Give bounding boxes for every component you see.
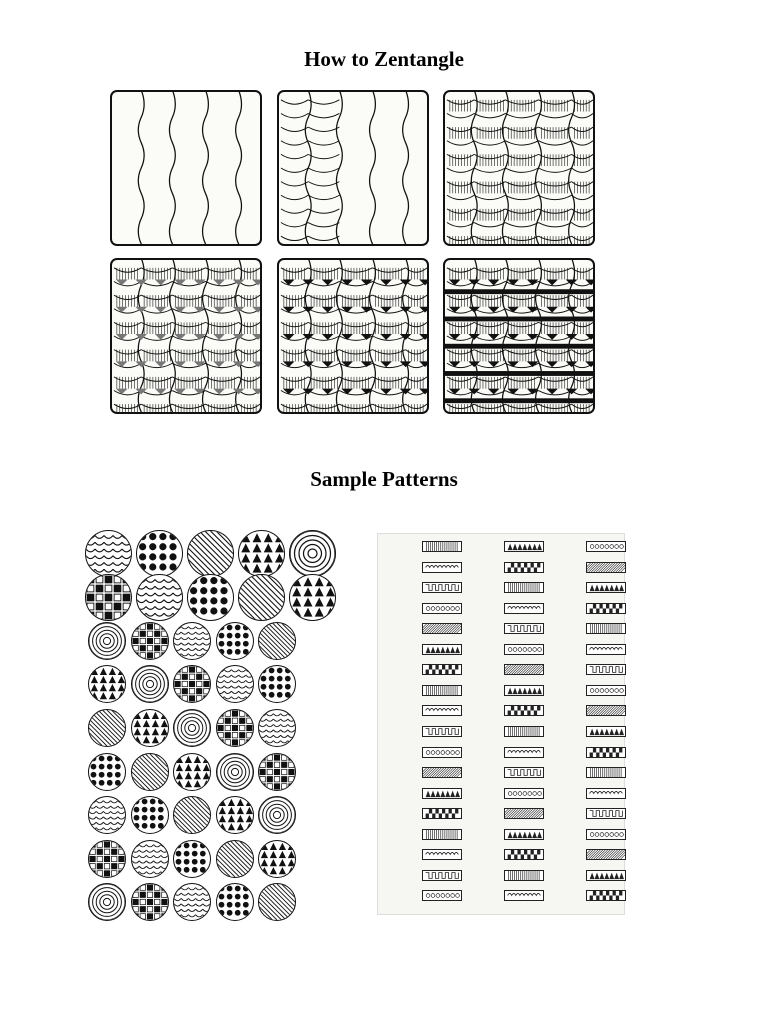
pattern-circle	[173, 883, 211, 921]
border-pattern-sample	[382, 848, 464, 869]
border-band	[422, 808, 462, 819]
pattern-circle	[88, 622, 126, 660]
border-band	[586, 685, 626, 696]
border-band	[422, 705, 462, 716]
pattern-circle	[88, 796, 126, 834]
border-pattern-sample	[546, 746, 628, 767]
pattern-circle	[131, 840, 169, 878]
border-band	[504, 603, 544, 614]
pattern-circle	[238, 530, 285, 577]
border-band	[586, 890, 626, 901]
border-band	[422, 582, 462, 593]
pattern-circle	[216, 796, 254, 834]
pattern-circle	[258, 753, 296, 791]
tutorial-step-6	[443, 258, 595, 414]
pattern-circle	[187, 574, 234, 621]
border-pattern-sample	[546, 684, 628, 705]
pattern-circle	[258, 709, 296, 747]
pattern-circle	[131, 709, 169, 747]
border-pattern-sample	[382, 725, 464, 746]
border-pattern-sample	[382, 684, 464, 705]
pattern-circle	[88, 840, 126, 878]
border-pattern-sample	[546, 704, 628, 725]
tutorial-step-3	[443, 90, 595, 246]
border-band	[504, 767, 544, 778]
pattern-circle	[136, 574, 183, 621]
pattern-circle	[258, 796, 296, 834]
border-pattern-sample	[464, 766, 546, 787]
border-band	[504, 849, 544, 860]
pattern-circle	[131, 665, 169, 703]
border-band	[586, 808, 626, 819]
border-band	[586, 788, 626, 799]
border-pattern-sample	[464, 828, 546, 849]
border-band	[504, 644, 544, 655]
page-title: How to Zentangle	[304, 47, 464, 71]
border-pattern-sample	[382, 602, 464, 623]
border-pattern-sample	[382, 889, 464, 910]
border-pattern-sample	[382, 828, 464, 849]
border-pattern-sample	[382, 581, 464, 602]
tutorial-step-5	[277, 258, 429, 414]
border-band	[586, 767, 626, 778]
border-band	[504, 685, 544, 696]
border-band	[586, 747, 626, 758]
border-pattern-sample	[464, 581, 546, 602]
border-pattern-sample	[546, 787, 628, 808]
border-pattern-sample	[546, 889, 628, 910]
section-title: Sample Patterns	[310, 467, 458, 491]
border-band	[504, 808, 544, 819]
border-band	[422, 829, 462, 840]
border-band	[504, 664, 544, 675]
border-pattern-sample	[464, 869, 546, 890]
pattern-circle	[85, 574, 132, 621]
border-pattern-sample	[546, 643, 628, 664]
border-pattern-sample	[382, 869, 464, 890]
pattern-circle	[131, 622, 169, 660]
border-pattern-sample	[382, 561, 464, 582]
pattern-circle	[187, 530, 234, 577]
border-band	[586, 829, 626, 840]
border-pattern-sample	[546, 540, 628, 561]
border-band	[422, 664, 462, 675]
border-pattern-sample	[382, 704, 464, 725]
pattern-circle	[173, 665, 211, 703]
border-band	[504, 829, 544, 840]
pattern-circle	[173, 709, 211, 747]
border-pattern-sample	[546, 602, 628, 623]
pattern-circle	[238, 574, 285, 621]
tutorial-step-2	[277, 90, 429, 246]
border-band	[586, 870, 626, 881]
border-pattern-sample	[464, 746, 546, 767]
border-pattern-sample	[464, 540, 546, 561]
border-pattern-sample	[464, 561, 546, 582]
pattern-circle	[216, 709, 254, 747]
pattern-circle	[216, 622, 254, 660]
border-pattern-sample	[464, 622, 546, 643]
border-band	[586, 644, 626, 655]
pattern-circle	[173, 622, 211, 660]
pattern-circle	[88, 709, 126, 747]
border-pattern-sample	[464, 807, 546, 828]
border-band	[422, 603, 462, 614]
border-band	[504, 870, 544, 881]
border-pattern-sample	[464, 787, 546, 808]
tutorial-step-1	[110, 90, 262, 246]
border-band	[422, 623, 462, 634]
border-band	[422, 870, 462, 881]
pattern-circle	[289, 530, 336, 577]
pattern-circle	[173, 753, 211, 791]
border-band	[504, 747, 544, 758]
pattern-circle	[173, 796, 211, 834]
border-pattern-sample	[546, 561, 628, 582]
border-pattern-sample	[546, 828, 628, 849]
pattern-circle	[88, 883, 126, 921]
border-band	[422, 644, 462, 655]
border-band	[422, 562, 462, 573]
border-pattern-sample	[464, 848, 546, 869]
pattern-circle	[85, 530, 132, 577]
pattern-circle	[216, 753, 254, 791]
border-pattern-sample	[464, 889, 546, 910]
zentangle-steps-figure	[110, 90, 596, 414]
border-band	[504, 890, 544, 901]
border-band	[422, 890, 462, 901]
pattern-circle	[131, 753, 169, 791]
border-band	[504, 705, 544, 716]
border-pattern-sample	[546, 622, 628, 643]
border-band	[422, 685, 462, 696]
border-pattern-sample	[464, 663, 546, 684]
border-band	[586, 726, 626, 737]
border-band	[586, 849, 626, 860]
pattern-circle	[136, 530, 183, 577]
border-pattern-sample	[382, 766, 464, 787]
border-pattern-sample	[546, 766, 628, 787]
border-pattern-sample	[464, 643, 546, 664]
border-band	[422, 726, 462, 737]
tutorial-step-4	[110, 258, 262, 414]
border-pattern-sample	[546, 869, 628, 890]
border-band	[422, 541, 462, 552]
border-pattern-sample	[382, 807, 464, 828]
border-band	[422, 788, 462, 799]
border-pattern-sample	[382, 663, 464, 684]
border-band	[586, 582, 626, 593]
border-pattern-sample	[382, 643, 464, 664]
pattern-circle	[258, 883, 296, 921]
border-band	[586, 705, 626, 716]
pattern-circle	[131, 796, 169, 834]
border-band	[504, 623, 544, 634]
border-band	[504, 541, 544, 552]
border-pattern-sample	[382, 622, 464, 643]
border-pattern-sample	[546, 725, 628, 746]
border-pattern-sample	[382, 787, 464, 808]
border-pattern-sample	[546, 581, 628, 602]
border-band	[586, 603, 626, 614]
pattern-circle	[289, 574, 336, 621]
pattern-circle	[88, 665, 126, 703]
pattern-circle	[216, 883, 254, 921]
pattern-circle	[258, 665, 296, 703]
pattern-circle	[258, 622, 296, 660]
border-pattern-sample	[546, 807, 628, 828]
border-pattern-sample	[464, 704, 546, 725]
border-band	[504, 582, 544, 593]
border-band	[504, 788, 544, 799]
circle-pattern-samples	[82, 532, 344, 924]
pattern-circle	[258, 840, 296, 878]
border-band	[586, 623, 626, 634]
pattern-circle	[88, 753, 126, 791]
pattern-circle	[131, 883, 169, 921]
border-band	[422, 849, 462, 860]
border-pattern-sample	[382, 540, 464, 561]
pattern-circle	[216, 665, 254, 703]
border-pattern-sample	[464, 725, 546, 746]
pattern-circle	[173, 840, 211, 878]
pattern-circle	[216, 840, 254, 878]
border-pattern-sample	[464, 602, 546, 623]
border-pattern-sample	[464, 684, 546, 705]
border-pattern-sample	[382, 746, 464, 767]
border-band	[586, 664, 626, 675]
border-pattern-sample	[546, 848, 628, 869]
border-pattern-sheet	[377, 533, 625, 915]
border-band	[586, 541, 626, 552]
border-band	[504, 562, 544, 573]
border-band	[422, 767, 462, 778]
border-band	[586, 562, 626, 573]
border-band	[422, 747, 462, 758]
border-pattern-sample	[546, 663, 628, 684]
border-band	[504, 726, 544, 737]
